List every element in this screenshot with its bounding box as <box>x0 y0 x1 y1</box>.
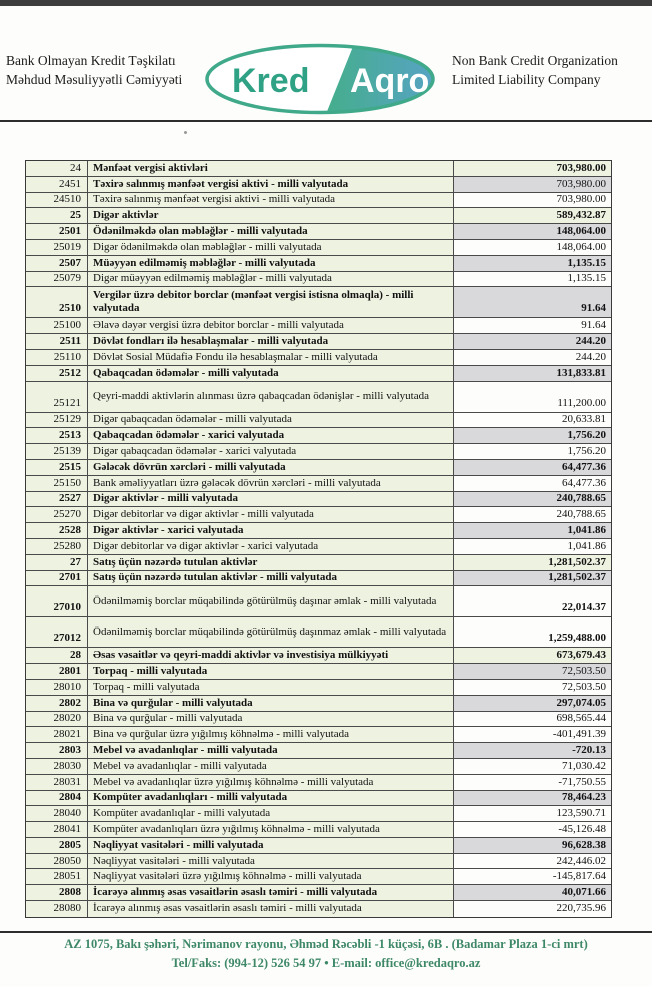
account-value: 148,064.00 <box>454 240 611 255</box>
account-value: 297,074.05 <box>454 696 611 711</box>
account-code: 2512 <box>26 366 88 381</box>
account-code: 2808 <box>26 885 88 900</box>
table-row <box>26 571 611 587</box>
account-label: Digər qabaqcadan ödəmələr - xarici valyutada <box>88 444 454 459</box>
table-row <box>26 177 611 193</box>
account-label: Satış üçün nəzərdə tutulan aktivlər <box>88 555 454 570</box>
account-code: 28050 <box>26 854 88 869</box>
account-value: 698,565.44 <box>454 712 611 727</box>
account-label: Mebel və avadanlıqlar üzrə yığılmış köhnəlmə - milli valyutada <box>88 775 454 790</box>
account-code: 2501 <box>26 224 88 239</box>
account-code: 2515 <box>26 460 88 475</box>
table-row <box>26 287 611 318</box>
account-code: 2803 <box>26 743 88 758</box>
account-code: 2805 <box>26 838 88 853</box>
account-label: Ödənilməkdə olan məbləğlər - milli valyutada <box>88 224 454 239</box>
table-row <box>26 507 611 523</box>
account-value: 123,590.71 <box>454 806 611 821</box>
account-label: Təxirə salınmış mənfəət vergisi aktivi - milli valyutada <box>88 177 454 192</box>
table-row <box>26 413 611 429</box>
account-value: 244.20 <box>454 350 611 365</box>
table-row <box>26 901 611 917</box>
account-code: 24510 <box>26 193 88 208</box>
org-name-az-line1: Bank Olmayan Kredit Təşkilatı <box>6 53 176 68</box>
account-value: 40,071.66 <box>454 885 611 900</box>
account-code: 2801 <box>26 664 88 679</box>
footer-divider <box>0 931 652 933</box>
account-label: İcarəyə alınmış əsas vəsaitlərin əsaslı təmiri - milli valyutada <box>88 885 454 900</box>
table-row <box>26 617 611 648</box>
account-code: 25079 <box>26 272 88 287</box>
table-row <box>26 366 611 382</box>
account-label: Kompüter avadanlıqları - milli valyutada <box>88 791 454 806</box>
account-code: 28031 <box>26 775 88 790</box>
table-row <box>26 208 611 224</box>
account-value: 91.64 <box>454 287 611 317</box>
account-label: Nəqliyyat vasitələri - milli valyutada <box>88 838 454 853</box>
account-label: Əsas vəsaitlər və qeyri-maddi aktivlər və investisiya mülkiyyəti <box>88 648 454 663</box>
table-row <box>26 382 611 413</box>
kredaqro-logo-icon <box>204 42 436 116</box>
account-code: 28 <box>26 648 88 663</box>
account-value: 589,432.87 <box>556 209 606 222</box>
account-value: 72,503.50 <box>454 680 611 695</box>
account-value: 244.20 <box>454 334 611 349</box>
scan-artifact-dot <box>184 131 187 134</box>
account-value: -45,126.48 <box>454 822 611 837</box>
table-row <box>26 523 611 539</box>
account-code: 28010 <box>26 680 88 695</box>
account-code: 2802 <box>26 696 88 711</box>
header-divider <box>0 120 652 122</box>
account-label: Digər debitorlar və digər aktivlər - milli valyutada <box>88 507 454 522</box>
footer-address: AZ 1075, Bakı şəhəri, Nərimanov rayonu, Əhməd Rəcəbli -1 küçəsi, 6B . (Badamar Plaza 1-ci mrt) <box>64 937 588 951</box>
account-label: İcarəyə alınmış əsas vəsaitlərin əsaslı təmiri - milli valyutada <box>88 901 454 917</box>
table-row <box>26 791 611 807</box>
account-value: 111,200.00 <box>454 382 611 412</box>
account-value: -71,750.55 <box>454 775 611 790</box>
table-row <box>26 555 611 571</box>
account-label: Digər qabaqcadan ödəmələr - milli valyutada <box>88 413 454 428</box>
account-code: 28021 <box>26 727 88 742</box>
account-value: 1,259,488.00 <box>454 617 611 647</box>
table-row <box>26 161 611 177</box>
table-row <box>26 492 611 508</box>
account-value: 1,281,502.37 <box>548 555 606 568</box>
account-label: Qabaqcadan ödəmələr - milli valyutada <box>88 366 454 381</box>
account-value: 1,756.20 <box>454 444 611 459</box>
account-code: 2804 <box>26 791 88 806</box>
account-label: Bina və qurğular üzrə yığılmış köhnəlmə - milli valyutada <box>88 727 454 742</box>
account-label: Digər aktivlər <box>88 208 454 223</box>
account-code: 24 <box>26 161 88 176</box>
account-value: 78,464.23 <box>454 791 611 806</box>
table-row <box>26 224 611 240</box>
account-code: 2511 <box>26 334 88 349</box>
account-code: 25100 <box>26 318 88 333</box>
account-code: 28030 <box>26 759 88 774</box>
account-label: Ödənilməmiş borclar müqabilində götürülmüş daşınar əmlak - milli valyutada <box>88 586 454 616</box>
account-label: Dövlət fondları ilə hesablaşmalar - milli valyutada <box>88 334 454 349</box>
account-label: Digər aktivlər - milli valyutada <box>88 492 454 507</box>
account-code: 25110 <box>26 350 88 365</box>
account-label: Kompüter avadanlıqlar - milli valyutada <box>88 806 454 821</box>
account-value: 242,446.02 <box>454 854 611 869</box>
account-label: Digər müəyyən edilməmiş məbləğlər - milli valyutada <box>88 272 454 287</box>
account-label: Mebel və avadanlıqlar - milli valyutada <box>88 743 454 758</box>
account-label: Mənfəət vergisi aktivləri <box>88 161 454 176</box>
account-code: 25139 <box>26 444 88 459</box>
account-code: 28080 <box>26 901 88 917</box>
table-row <box>26 696 611 712</box>
account-label: Dövlət Sosial Müdafiə Fondu ilə hesablaşmalar - milli valyutada <box>88 350 454 365</box>
account-code: 2451 <box>26 177 88 192</box>
table-row <box>26 885 611 901</box>
account-code: 25150 <box>26 476 88 491</box>
account-value: 148,064.00 <box>454 224 611 239</box>
account-label: Müəyyən edilməmiş məbləğlər - milli valyutada <box>88 256 454 271</box>
footer-contacts: Tel/Faks: (994-12) 526 54 97 • E-mail: office@kredaqro.az <box>171 956 481 970</box>
account-code: 2528 <box>26 523 88 538</box>
table-row <box>26 193 611 209</box>
account-value: 220,735.96 <box>454 901 611 917</box>
accounts-table <box>25 160 612 918</box>
table-row <box>26 539 611 555</box>
account-value: 22,014.37 <box>454 586 611 616</box>
table-row <box>26 822 611 838</box>
account-code: 25129 <box>26 413 88 428</box>
account-value: 20,633.81 <box>454 413 611 428</box>
account-label: Digər debitorlar və digər aktivlər - xarici valyutada <box>88 539 454 554</box>
account-label: Qeyri-maddi aktivlərin alınması üzrə qabaqcadan ödənişlər - milli valyutada <box>88 382 454 412</box>
account-value: 240,788.65 <box>454 492 611 507</box>
table-row <box>26 775 611 791</box>
account-value: 703,980.00 <box>454 177 611 192</box>
table-row <box>26 664 611 680</box>
account-label: Bina və qurğular - milli valyutada <box>88 712 454 727</box>
account-label: Kompüter avadanlıqları üzrə yığılmış köhnəlmə - milli valyutada <box>88 822 454 837</box>
account-value: 96,628.38 <box>454 838 611 853</box>
org-name-en-line1: Non Bank Credit Organization <box>452 53 618 68</box>
table-row <box>26 854 611 870</box>
account-value: 240,788.65 <box>454 507 611 522</box>
account-code: 25280 <box>26 539 88 554</box>
account-label: Nəqliyyat vasitələri üzrə yığılmış köhnəlmə - milli valyutada <box>88 869 454 884</box>
account-value: -720.13 <box>454 743 611 758</box>
account-code: 28040 <box>26 806 88 821</box>
table-row <box>26 586 611 617</box>
org-name-azerbaijani <box>6 52 182 89</box>
account-code: 28041 <box>26 822 88 837</box>
account-value: 1,135.15 <box>454 256 611 271</box>
account-label: Digər aktivlər - xarici valyutada <box>88 523 454 538</box>
account-value: 131,833.81 <box>454 366 611 381</box>
account-label: Vergilər üzrə debitor borclar (mənfəət vergisi istisna olmaqla) - milli valyutada <box>88 287 454 317</box>
account-value: -145,817.64 <box>454 869 611 884</box>
table-row <box>26 712 611 728</box>
account-value: 673,679.43 <box>556 649 606 662</box>
account-value: 703,980.00 <box>556 161 606 174</box>
table-row <box>26 743 611 759</box>
table-row <box>26 460 611 476</box>
account-code: 25 <box>26 208 88 223</box>
account-code: 27 <box>26 555 88 570</box>
account-code: 27010 <box>26 586 88 616</box>
table-row <box>26 428 611 444</box>
table-row <box>26 727 611 743</box>
table-row <box>26 334 611 350</box>
table-row <box>26 240 611 256</box>
account-code: 2507 <box>26 256 88 271</box>
table-row <box>26 759 611 775</box>
scan-top-bar <box>0 0 652 6</box>
table-row <box>26 680 611 696</box>
account-label: Mebel və avadanlıqlar - milli valyutada <box>88 759 454 774</box>
account-label: Gələcək dövrün xərcləri - milli valyutada <box>88 460 454 475</box>
account-value: 72,503.50 <box>454 664 611 679</box>
account-value: 91.64 <box>454 318 611 333</box>
table-row <box>26 350 611 366</box>
account-label: Torpaq - milli valyutada <box>88 680 454 695</box>
account-value: 1,135.15 <box>454 272 611 287</box>
account-label: Ödənilməmiş borclar müqabilində götürülmüş daşınmaz əmlak - milli valyutada <box>88 617 454 647</box>
account-code: 2701 <box>26 571 88 586</box>
account-value: 1,756.20 <box>454 428 611 443</box>
table-row <box>26 256 611 272</box>
account-code: 28020 <box>26 712 88 727</box>
table-row <box>26 318 611 334</box>
org-name-en-line2: Limited Liability Company <box>452 71 601 87</box>
account-label: Nəqliyyat vasitələri - milli valyutada <box>88 854 454 869</box>
account-value: 1,041.86 <box>454 523 611 538</box>
account-value: 71,030.42 <box>454 759 611 774</box>
account-code: 25019 <box>26 240 88 255</box>
table-row <box>26 838 611 854</box>
account-value: 703,980.00 <box>454 193 611 208</box>
table-row <box>26 272 611 288</box>
account-label: Bina və qurğular - milli valyutada <box>88 696 454 711</box>
logo-text-aqro: Aqro <box>350 62 430 100</box>
account-value: -401,491.39 <box>454 727 611 742</box>
account-label: Təxirə salınmış mənfəət vergisi aktivi - milli valyutada <box>88 193 454 208</box>
account-label: Satış üçün nəzərdə tutulan aktivlər - milli valyutada <box>88 571 454 586</box>
account-value: 1,281,502.37 <box>454 571 611 586</box>
account-code: 28051 <box>26 869 88 884</box>
account-value: 1,041.86 <box>454 539 611 554</box>
account-label: Torpaq - milli valyutada <box>88 664 454 679</box>
table-row <box>26 869 611 885</box>
account-code: 2513 <box>26 428 88 443</box>
table-row <box>26 476 611 492</box>
account-label: Digər ödənilməkdə olan məbləğlər - milli valyutada <box>88 240 454 255</box>
account-code: 25121 <box>26 382 88 412</box>
kredaqro-logo <box>204 42 436 116</box>
table-row <box>26 444 611 460</box>
table-row <box>26 648 611 664</box>
account-code: 25270 <box>26 507 88 522</box>
account-label: Əlavə dəyər vergisi üzrə debitor borclar - milli valyutada <box>88 318 454 333</box>
account-code: 2527 <box>26 492 88 507</box>
account-label: Bank əməliyyatları üzrə gələcək dövrün xərcləri - milli valyutada <box>88 476 454 491</box>
account-value: 64,477.36 <box>454 460 611 475</box>
account-code: 2510 <box>26 287 88 317</box>
account-code: 27012 <box>26 617 88 647</box>
table-row <box>26 806 611 822</box>
org-name-az-line2: Məhdud Məsuliyyətli Cəmiyyəti <box>6 71 183 87</box>
account-value: 64,477.36 <box>454 476 611 491</box>
account-label: Qabaqcadan ödəmələr - xarici valyutada <box>88 428 454 443</box>
logo-text-kred: Kred <box>232 62 310 100</box>
org-name-english <box>452 52 618 89</box>
